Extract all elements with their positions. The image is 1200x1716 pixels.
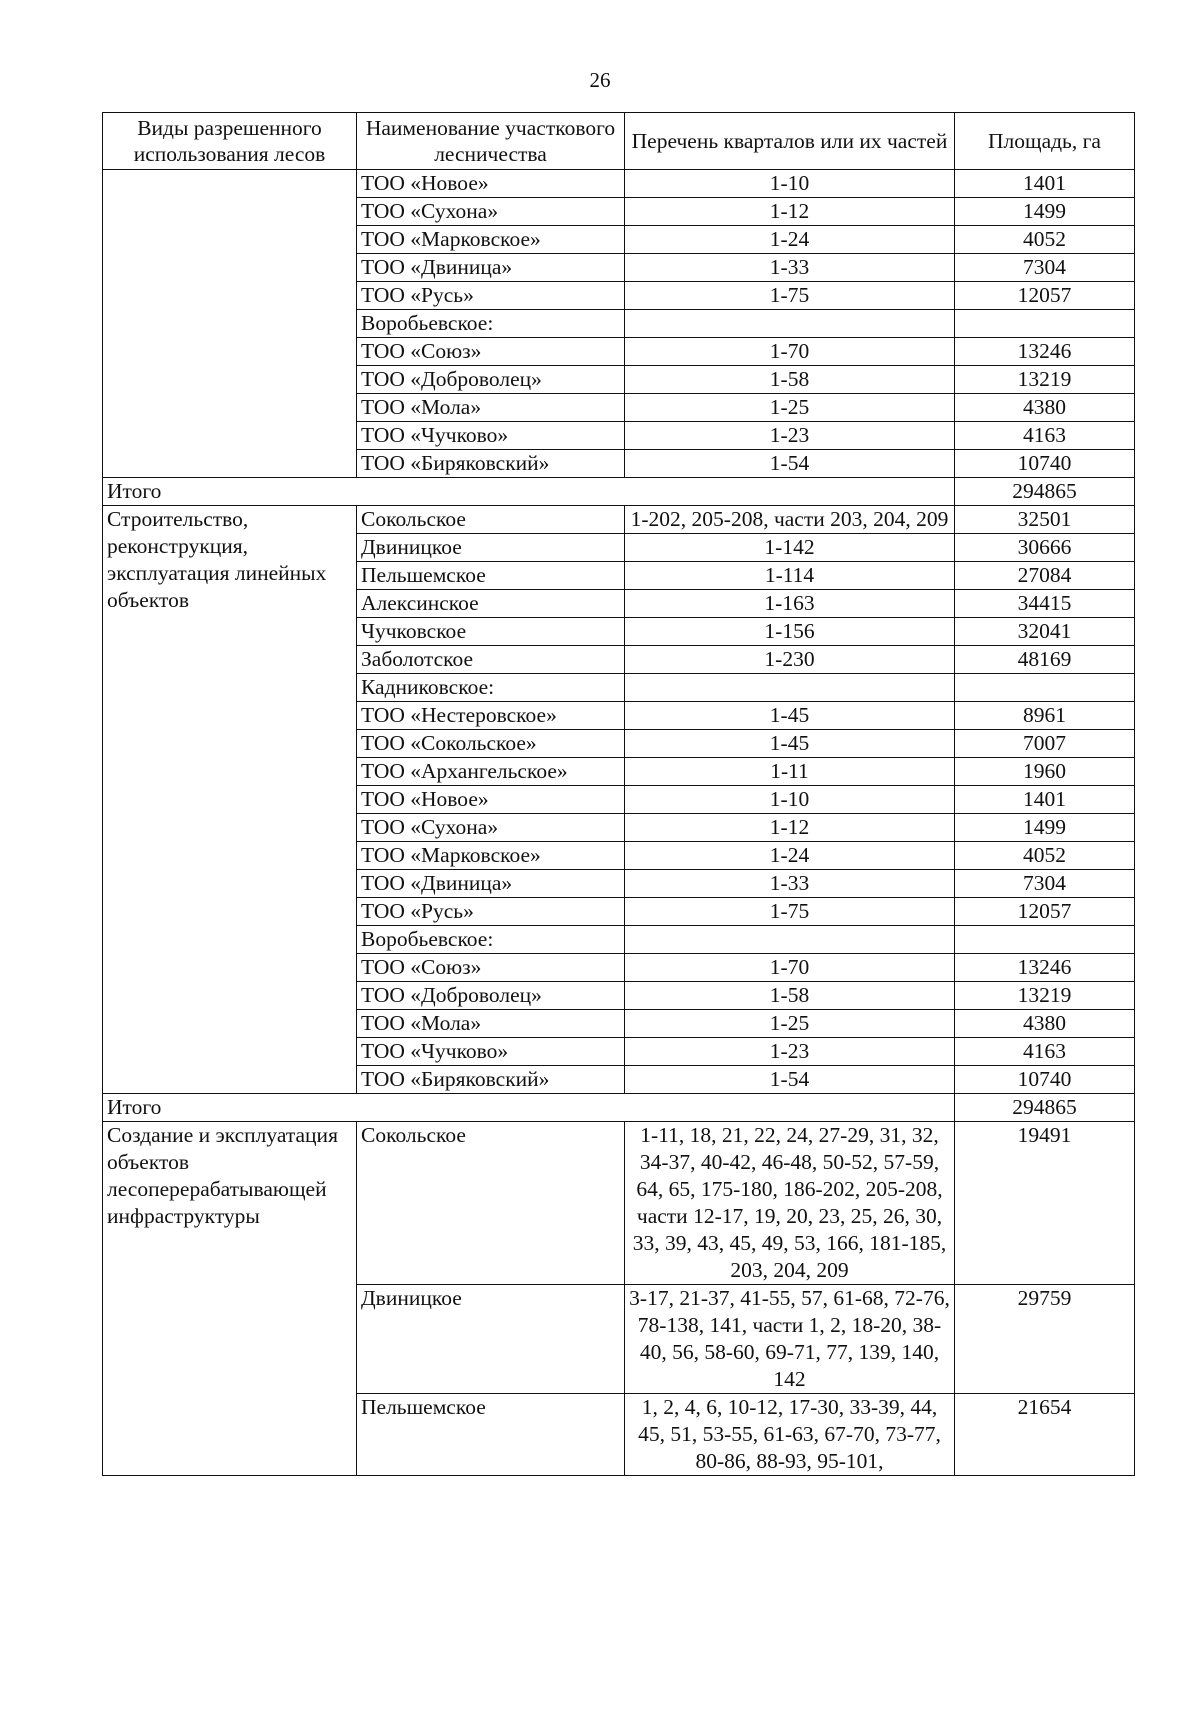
area-value: 10740: [955, 1066, 1135, 1094]
area-value: [955, 674, 1135, 702]
total-label: Итого: [103, 478, 955, 506]
area-value: [955, 310, 1135, 338]
table-row: [103, 170, 1135, 198]
forestry-name: ТОО «Мола»: [357, 1010, 625, 1038]
area-value: 21654: [955, 1394, 1135, 1476]
forestry-name: ТОО «Марковское»: [357, 842, 625, 870]
forestry-name: Пельшемское: [357, 562, 625, 590]
area-value: 8961: [955, 702, 1135, 730]
quarters-list: 1-25: [625, 394, 955, 422]
header-forestry: Наименование участкового лесничества: [357, 113, 625, 170]
area-value: 7304: [955, 254, 1135, 282]
area-value: 7007: [955, 730, 1135, 758]
area-value: 4380: [955, 1010, 1135, 1038]
quarters-list: 1-33: [625, 870, 955, 898]
quarters-list: 1-202, 205-208, части 203, 204, 209: [625, 506, 955, 534]
quarters-list: 1-23: [625, 422, 955, 450]
quarters-list: 1-54: [625, 1066, 955, 1094]
area-value: 4052: [955, 842, 1135, 870]
area-value: 4052: [955, 226, 1135, 254]
quarters-list: 1-70: [625, 338, 955, 366]
quarters-list: 1-142: [625, 534, 955, 562]
total-row: [103, 478, 1135, 506]
area-value: 4380: [955, 394, 1135, 422]
page-number: 26: [589, 68, 611, 92]
quarters-list: 1-23: [625, 1038, 955, 1066]
quarters-list: 1-70: [625, 954, 955, 982]
forestry-name: ТОО «Русь»: [357, 898, 625, 926]
quarters-list: 1-11, 18, 21, 22, 24, 27-29, 31, 32, 34-37, 40-42, 46-48, 50-52, 57-59, 64, 65, 175-180, 186-202, 205-208, части 12-17, 19, 20, 23, 25, 26, 30, 33, 39, 43, 45, 49, 53, 166, 181-185, 203, 204, 209: [625, 1122, 955, 1285]
forestry-name: ТОО «Марковское»: [357, 226, 625, 254]
total-label: Итого: [103, 1094, 955, 1122]
forestry-name: ТОО «Чучково»: [357, 422, 625, 450]
area-value: 4163: [955, 422, 1135, 450]
area-value: 32041: [955, 618, 1135, 646]
table-row: [103, 1122, 1135, 1285]
forestry-name: Двиницкое: [357, 1285, 625, 1394]
area-value: 19491: [955, 1122, 1135, 1285]
forestry-name: ТОО «Двиница»: [357, 254, 625, 282]
forestry-name: ТОО «Новое»: [357, 170, 625, 198]
quarters-list: 1-45: [625, 702, 955, 730]
quarters-list: 1-156: [625, 618, 955, 646]
quarters-list: 1-12: [625, 198, 955, 226]
quarters-list: 1-75: [625, 282, 955, 310]
forestry-name: ТОО «Двиница»: [357, 870, 625, 898]
area-value: 34415: [955, 590, 1135, 618]
quarters-list: 1-114: [625, 562, 955, 590]
area-value: 1499: [955, 814, 1135, 842]
table-row: [103, 506, 1135, 534]
quarters-list: 1-163: [625, 590, 955, 618]
forestry-name: ТОО «Сухона»: [357, 198, 625, 226]
forest-use-table: [102, 112, 1135, 1476]
quarters-list: 1-230: [625, 646, 955, 674]
quarters-list: [625, 926, 955, 954]
quarters-list: 1-10: [625, 170, 955, 198]
area-value: 1499: [955, 198, 1135, 226]
area-value: 32501: [955, 506, 1135, 534]
area-value: [955, 926, 1135, 954]
forestry-name: ТОО «Доброволец»: [357, 982, 625, 1010]
quarters-list: 1-58: [625, 982, 955, 1010]
forestry-name: Воробьевское:: [357, 310, 625, 338]
area-value: 27084: [955, 562, 1135, 590]
area-value: 1401: [955, 786, 1135, 814]
quarters-list: [625, 674, 955, 702]
forestry-name: Сокольское: [357, 506, 625, 534]
forestry-name: Заболотское: [357, 646, 625, 674]
quarters-list: 1-45: [625, 730, 955, 758]
use-kind: Создание и эксплуатация объектов лесоперерабатывающей инфраструктуры: [103, 1122, 357, 1476]
quarters-list: 1-24: [625, 226, 955, 254]
forestry-name: ТОО «Архангельское»: [357, 758, 625, 786]
header-quarters: Перечень кварталов или их частей: [625, 113, 955, 170]
area-value: 7304: [955, 870, 1135, 898]
quarters-list: 1-10: [625, 786, 955, 814]
forestry-name: ТОО «Союз»: [357, 954, 625, 982]
area-value: 10740: [955, 450, 1135, 478]
forestry-name: Кадниковское:: [357, 674, 625, 702]
forestry-name: Пельшемское: [357, 1394, 625, 1476]
quarters-list: 1-25: [625, 1010, 955, 1038]
quarters-list: 3-17, 21-37, 41-55, 57, 61-68, 72-76, 78-138, 141, части 1, 2, 18-20, 38-40, 56, 58-60, 69-71, 77, 139, 140, 142: [625, 1285, 955, 1394]
forestry-name: Алексинское: [357, 590, 625, 618]
forestry-name: Двиницкое: [357, 534, 625, 562]
quarters-list: 1-11: [625, 758, 955, 786]
area-value: 4163: [955, 1038, 1135, 1066]
forestry-name: Чучковское: [357, 618, 625, 646]
area-value: 1960: [955, 758, 1135, 786]
total-value: 294865: [955, 478, 1135, 506]
area-value: 13219: [955, 982, 1135, 1010]
area-value: 13246: [955, 338, 1135, 366]
area-value: 30666: [955, 534, 1135, 562]
area-value: 29759: [955, 1285, 1135, 1394]
quarters-list: 1-33: [625, 254, 955, 282]
quarters-list: [625, 310, 955, 338]
kind-cell-continued: [103, 170, 357, 478]
area-value: 12057: [955, 898, 1135, 926]
forestry-name: ТОО «Биряковский»: [357, 450, 625, 478]
forestry-name: ТОО «Мола»: [357, 394, 625, 422]
table-header-row: [103, 113, 1135, 170]
forestry-name: ТОО «Нестеровское»: [357, 702, 625, 730]
forestry-name: ТОО «Союз»: [357, 338, 625, 366]
forestry-name: ТОО «Русь»: [357, 282, 625, 310]
area-value: 48169: [955, 646, 1135, 674]
table-body: [103, 170, 1135, 1476]
quarters-list: 1-24: [625, 842, 955, 870]
forestry-name: ТОО «Доброволец»: [357, 366, 625, 394]
quarters-list: 1-75: [625, 898, 955, 926]
quarters-list: 1-58: [625, 366, 955, 394]
quarters-list: 1-54: [625, 450, 955, 478]
header-area: Площадь, га: [955, 113, 1135, 170]
use-kind: Строительство, реконструкция, эксплуатация линейных объектов: [103, 506, 357, 1094]
forestry-name: ТОО «Биряковский»: [357, 1066, 625, 1094]
quarters-list: 1-12: [625, 814, 955, 842]
area-value: 12057: [955, 282, 1135, 310]
forestry-name: ТОО «Чучково»: [357, 1038, 625, 1066]
area-value: 1401: [955, 170, 1135, 198]
forestry-name: ТОО «Сухона»: [357, 814, 625, 842]
forestry-name: ТОО «Сокольское»: [357, 730, 625, 758]
area-value: 13219: [955, 366, 1135, 394]
forestry-name: Сокольское: [357, 1122, 625, 1285]
header-kind: Виды разрешенного использования лесов: [103, 113, 357, 170]
total-row: [103, 1094, 1135, 1122]
forestry-name: Воробьевское:: [357, 926, 625, 954]
area-value: 13246: [955, 954, 1135, 982]
total-value: 294865: [955, 1094, 1135, 1122]
forestry-name: ТОО «Новое»: [357, 786, 625, 814]
quarters-list: 1, 2, 4, 6, 10-12, 17-30, 33-39, 44, 45, 51, 53-55, 61-63, 67-70, 73-77, 80-86, 88-93, 95-101,: [625, 1394, 955, 1476]
